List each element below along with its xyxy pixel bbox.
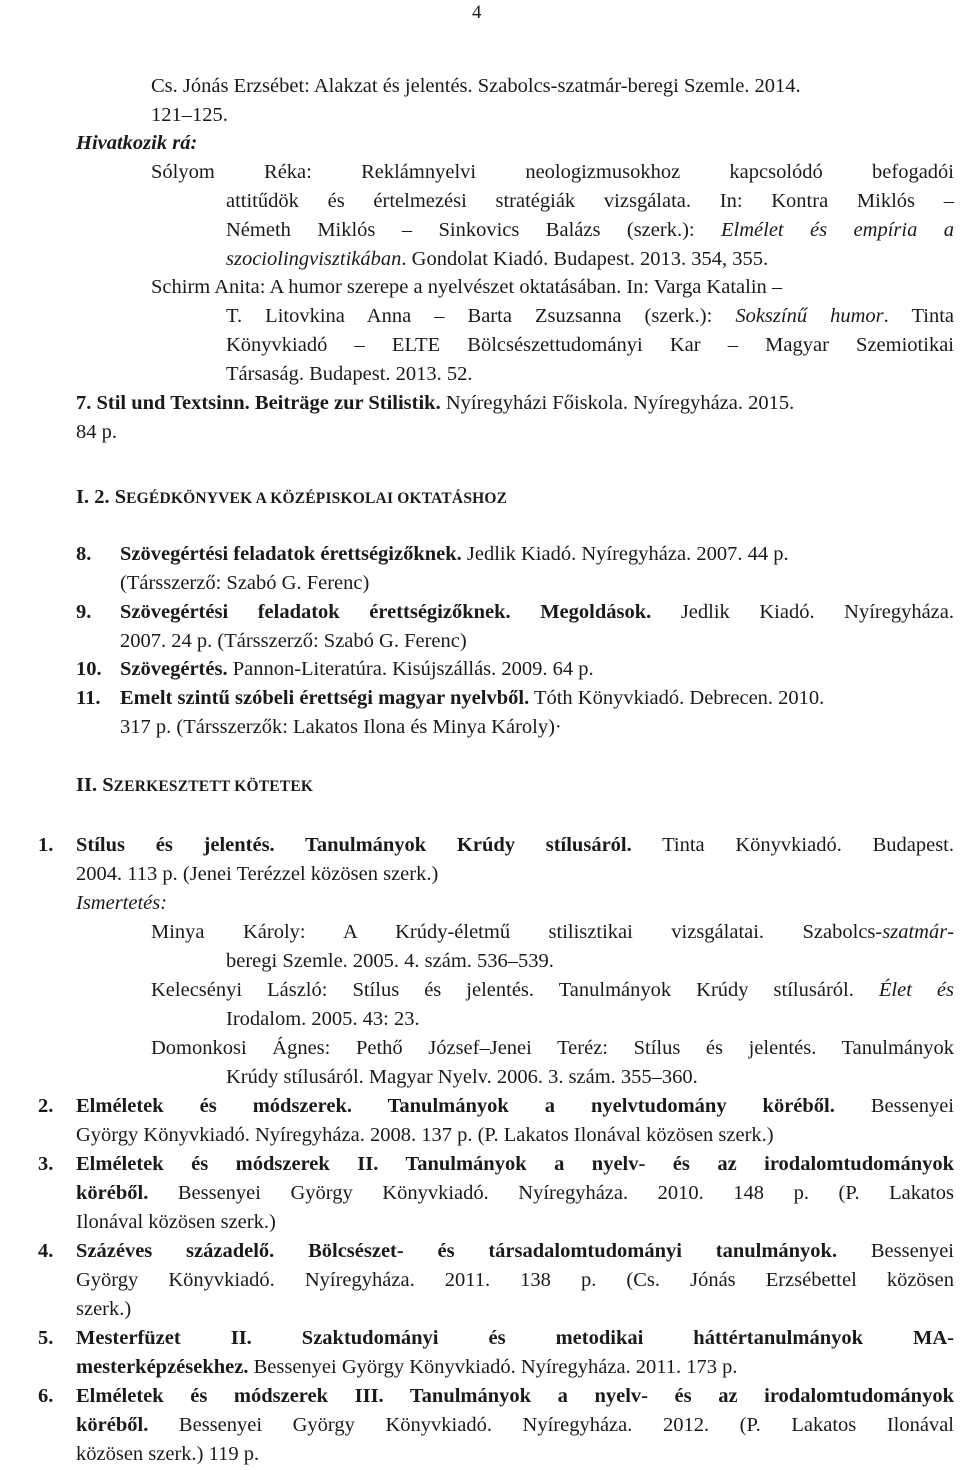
review-line: Irodalom. 2005. 43: 23. bbox=[226, 1008, 420, 1030]
entry-line: Cs. Jónás Erzsébet: Alakzat és jelentés. Szabolcs-szatmár-beregi Szemle. 2014. bbox=[151, 75, 801, 97]
section-heading: II. SZERKESZTETT KÖTETEK bbox=[76, 774, 314, 796]
list-item: köréből. Bessenyei György Könyvkiadó. Nyíregyháza. 2010. 148 p. (P. Lakatos bbox=[76, 1182, 954, 1204]
list-item: Stílus és jelentés. Tanulmányok Krúdy stílusáról. Tinta Könyvkiadó. Budapest. bbox=[76, 834, 954, 856]
cited-label: Hivatkozik rá: bbox=[76, 132, 198, 154]
list-item: Ilonával közösen szerk.) bbox=[76, 1211, 276, 1233]
citation-line: szociolingvisztikában. Gondolat Kiadó. Budapest. 2013. 354, 355. bbox=[226, 248, 769, 270]
list-item: 4. bbox=[38, 1240, 54, 1262]
list-item: Elméletek és módszerek. Tanulmányok a nyelvtudomány köréből. Bessenyei bbox=[76, 1095, 955, 1117]
entry-line: 121–125. bbox=[151, 104, 228, 126]
list-item: Mesterfüzet II. Szaktudományi és metodikai háttértanulmányok MA- bbox=[76, 1327, 954, 1349]
list-item: közösen szerk.) 119 p. bbox=[76, 1443, 260, 1465]
citation-line: Társaság. Budapest. 2013. 52. bbox=[226, 363, 473, 385]
list-item: mesterképzésekhez. Bessenyei György Könyvkiadó. Nyíregyháza. 2011. 173 p. bbox=[76, 1356, 738, 1378]
list-item: szerk.) bbox=[76, 1298, 132, 1320]
list-item: 11. bbox=[76, 687, 101, 709]
list-item: 5. bbox=[38, 1327, 54, 1349]
list-item: 10. bbox=[76, 658, 102, 680]
list-item: 2007. 24 p. (Társszerző: Szabó G. Ferenc) bbox=[120, 630, 467, 652]
list-item: 317 p. (Társszerzők: Lakatos Ilona és Minya Károly)· bbox=[120, 716, 562, 738]
list-item: 6. bbox=[38, 1385, 54, 1407]
reviews-label: Ismertetés: bbox=[76, 892, 168, 914]
citation-line: Sólyom Réka: Reklámnyelvi neologizmusokhoz kapcsolódó befogadói bbox=[151, 161, 954, 183]
list-item: (Társszerző: Szabó G. Ferenc) bbox=[120, 572, 370, 594]
list-item: György Könyvkiadó. Nyíregyháza. 2008. 137 p. (P. Lakatos Ilonával közösen szerk.) bbox=[76, 1124, 774, 1146]
list-item: 8. bbox=[76, 543, 92, 565]
list-item: 2. bbox=[38, 1095, 54, 1117]
list-item: Százéves századelő. Bölcsészet- és társadalomtudományi tanulmányok. Bessenyei bbox=[76, 1240, 954, 1262]
citation-line: attitűdök és értelmezési stratégiák vizsgálata. In: Kontra Miklós – bbox=[226, 190, 954, 212]
review-line: Kelecsényi László: Stílus és jelentés. Tanulmányok Krúdy stílusáról. Élet és bbox=[151, 979, 954, 1001]
list-item: 2004. 113 p. (Jenei Terézzel közösen szerk.) bbox=[76, 863, 439, 885]
list-item: 84 p. bbox=[76, 421, 117, 443]
list-item: Elméletek és módszerek II. Tanulmányok a nyelv- és az irodalomtudományok bbox=[76, 1153, 954, 1175]
list-item: Szövegértési feladatok érettségizőknek. Megoldások. Jedlik Kiadó. Nyíregyháza. bbox=[120, 601, 954, 623]
review-line: Minya Károly: A Krúdy-életmű stilisztikai vizsgálatai. Szabolcs-szatmár- bbox=[151, 921, 954, 943]
list-item: 9. bbox=[76, 601, 92, 623]
list-item: 7. Stil und Textsinn. Beiträge zur Stilistik. Nyíregyházi Főiskola. Nyíregyháza. 2015. bbox=[76, 392, 795, 414]
list-item: Szövegértés. Pannon-Literatúra. Kisújszállás. 2009. 64 p. bbox=[120, 658, 594, 680]
list-item: 1. bbox=[38, 834, 54, 856]
section-heading: I. 2. SEGÉDKÖNYVEK A KÖZÉPISKOLAI OKTATÁSHOZ bbox=[76, 486, 508, 508]
list-item: köréből. Bessenyei György Könyvkiadó. Nyíregyháza. 2012. (P. Lakatos Ilonával bbox=[76, 1414, 954, 1436]
citation-line: Schirm Anita: A humor szerepe a nyelvészet oktatásában. In: Varga Katalin – bbox=[151, 276, 783, 298]
list-item: Elméletek és módszerek III. Tanulmányok a nyelv- és az irodalomtudományok bbox=[76, 1385, 954, 1407]
list-item: Emelt szintű szóbeli érettségi magyar nyelvből. Tóth Könyvkiadó. Debrecen. 2010. bbox=[120, 687, 825, 709]
list-item: Szövegértési feladatok érettségizőknek. Jedlik Kiadó. Nyíregyháza. 2007. 44 p. bbox=[120, 543, 789, 565]
review-line: beregi Szemle. 2005. 4. szám. 536–539. bbox=[226, 950, 554, 972]
review-line: Domonkosi Ágnes: Pethő József–Jenei Teréz: Stílus és jelentés. Tanulmányok bbox=[151, 1037, 954, 1059]
citation-line: T. Litovkina Anna – Barta Zsuzsanna (szerk.): Sokszínű humor. Tinta bbox=[226, 305, 954, 327]
review-line: Krúdy stílusáról. Magyar Nyelv. 2006. 3. szám. 355–360. bbox=[226, 1066, 698, 1088]
citation-line: Könyvkiadó – ELTE Bölcsészettudományi Kar – Magyar Szemiotikai bbox=[226, 334, 954, 356]
page-number: 4 bbox=[472, 2, 482, 23]
list-item: 3. bbox=[38, 1153, 54, 1175]
list-item: György Könyvkiadó. Nyíregyháza. 2011. 138 p. (Cs. Jónás Erzsébettel közösen bbox=[76, 1269, 954, 1291]
citation-line: Németh Miklós – Sinkovics Balázs (szerk.): Elmélet és empíria a bbox=[226, 219, 954, 241]
